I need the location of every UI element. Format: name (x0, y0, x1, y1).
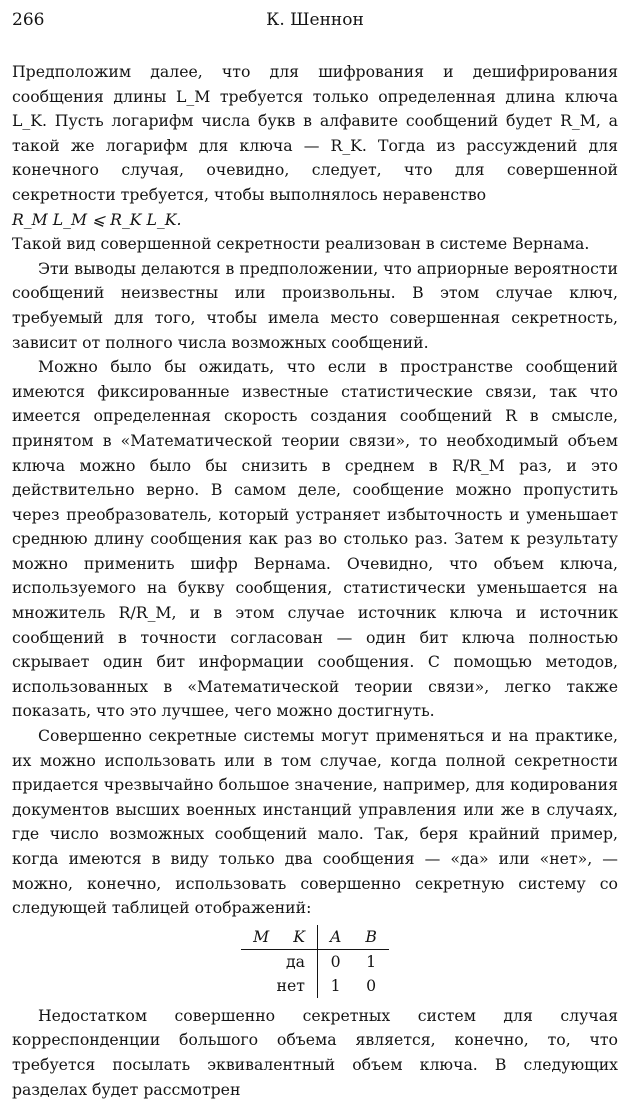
paragraph-practice: Совершенно секретные системы могут применяться и на практике, их можно использовать или в том случае, когда полной секретности придается чрезвычайно большое значение, например, для кодирования документов высших военных инстанций управления или же в случаях, где число возможных сообщений мало. Так, беря крайний пример, когда имеются в виду только два сообщения — «да» или «нет», — можно, конечно, использовать совершенно секретную систему со следующей таблицей отображений: (12, 726, 618, 918)
cell-a: 0 (330, 951, 341, 971)
table-row (241, 949, 389, 974)
table-row (241, 974, 389, 998)
running-head: К. Шеннон (266, 10, 364, 30)
paragraph-drawback: Недостатком совершенно секретных систем для случая корреспонденции большого объема является, конечно, то, что требуется посылать эквивалентный объем ключа. В следующих разделах будет рассмотрен (12, 1005, 618, 1099)
col-header-k: K (281, 925, 317, 950)
paragraph-redundancy: Можно было бы ожидать, что если в пространстве сообщений имеются фиксированные известные статистические связи, так что имеется определенная скорость создания сообщений R в смысле, принятом в «Математической теории связи», то необходимый объем ключа можно было бы снизить в среднем в R/R_M раз, и это действительно верно. В самом деле, сообщение можно пропустить через преобразователь, который устраняет избыточность и уменьшает среднюю длину сообщения как раз во столько раз. Затем к результату можно применить шифр Вернама. Очевидно, что объем ключа, используемого на букву сообщения, статистически уменьшается на множитель R/R_M, и в этом случае источник ключа и источник сообщений в точности согласован — один бит ключа полностью скрывает один бит информации сообщения. С помощью методов, использованных в «Математической теории связи», легко также показать, что это лучшее, чего можно достигнуть. (12, 357, 618, 721)
table-header-row (241, 925, 389, 950)
col-header-b: B (353, 925, 389, 950)
row-label: да (241, 949, 317, 974)
row-label: нет (241, 974, 317, 998)
cell-b: 1 (366, 951, 377, 971)
page-header (12, 10, 618, 34)
paragraph-assumptions: Эти выводы делаются в предположении, что априорные вероятности сообщений неизвестны или произвольны. В этом случае ключ, требуемый для того, чтобы имела место совершенная секретность, зависит от полного числа возможных сообщений. (12, 258, 618, 352)
page-body (12, 60, 618, 1102)
inequality-formula: R_M L_M ⩽ R_K L_K. (12, 209, 182, 229)
paragraph-vernam: Такой вид совершенной секретности реализован в системе Вернама. (12, 234, 590, 254)
col-header-m: M (241, 925, 281, 950)
paragraph-key-length: Предположим далее, что для шифрования и дешифрирования сообщения длины L_M требуется только определенная длина ключа L_K. Пусть логарифм числа букв в алфавите сообщений будет R_M, а такой же логарифм для ключа — R_K. Тогда из рассуждений для конечного случая, очевидно, следует, что для совершенной секретности требуется, чтобы выполнялось неравенство (12, 62, 618, 204)
col-header-a: A (317, 925, 353, 950)
cell-a: 1 (330, 975, 341, 995)
page-number: 266 (12, 10, 45, 30)
cell-b: 0 (366, 975, 377, 995)
mapping-table (241, 925, 389, 998)
